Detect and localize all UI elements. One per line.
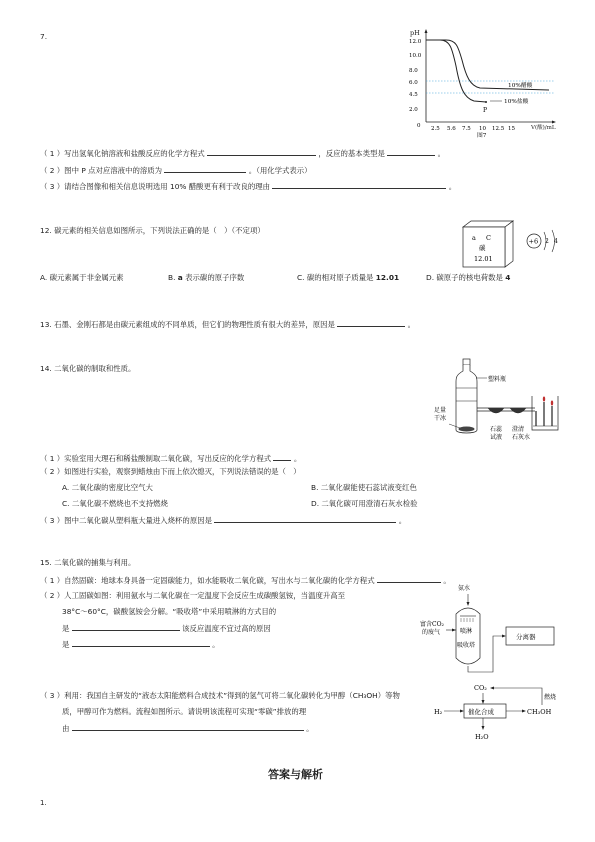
q12-electron-2: 4 [554,238,558,245]
q13-blank-reason[interactable] [337,318,405,327]
q14-blank-reason[interactable] [214,514,396,523]
q15-flow-catalyst: 催化合成 [468,708,494,716]
q15-label-tower: 吸收塔 [457,642,476,649]
q7-line2: （ 2 ）图中 P 点对应溶液中的溶质为 。（用化学式表示） [40,166,312,175]
q15-flow-h2: H₂ [434,708,443,716]
q14-label-lime-2: 石灰水 [512,434,531,441]
q15-flow-burn: 燃烧 [544,694,557,701]
q15-label-flue-2: 的废气 [422,629,441,636]
q7-ytick: 8.0 [409,68,418,74]
q12-atom-diagram [525,228,561,254]
q12-cell-symbol: C [486,234,491,242]
q15-stem: 15. 二氧化碳的捕集与利用。 [40,558,136,567]
q7-line1: （ 1 ）写出氢氧化钠溶液和盐酸反应的化学方程式 ，反应的基本类型是 。 [40,149,445,158]
q12-option-a[interactable]: A. 碳元素属于非金属元素 [40,273,124,282]
q7-blank-equation[interactable] [207,147,316,156]
q12-cell-a: a [472,234,476,242]
q7-xtick: 2.5 [431,126,440,132]
answers-heading: 答案与解析 [268,768,323,781]
q14-line2: （ 2 ）如图进行实验，观察到蜡烛由下而上依次熄灭，下列说法错误的是（ ） [40,467,301,476]
q14-stem: 14. 二氧化碳的制取和性质。 [40,364,136,373]
q12-option-c[interactable]: C. 碳的相对原子质量是 12.01 [297,273,400,282]
q14-option-d[interactable]: D. 二氧化碳可用澄清石灰水检验 [311,499,418,508]
q7-blank-reaction-type[interactable] [387,147,435,156]
q14-label-dryice-1: 足量 [434,407,447,414]
q15-label-spray: 喷淋 [460,628,473,635]
q13-stem: 13. 石墨、金刚石都是由碳元素组成的不同单质，但它们的物理性质有很大的差异，原因是 。 [40,320,416,329]
q7-xtick: 10 [479,126,486,132]
q12-stem: 12. 碳元素的相关信息如图所示，下列说法正确的是（ ）（不定项） [40,226,265,235]
q12-cell-name: 碳 [479,244,486,252]
q15-line3b: 质，甲醇可作为燃料。流程如图所示。请说明该流程可实现“零碳”排放的理 [62,707,307,716]
q14-label-litmus-2: 试液 [490,434,503,441]
q7-blank-solute[interactable] [164,164,246,173]
q7-xtick: 12.5 [492,126,505,132]
q14-label-litmus-1: 石蕊 [490,426,503,433]
q7-series-acetic: 10%醋酸 [508,83,533,89]
q15-flow-h2o: H₂O [475,733,489,741]
q15-methanol-flow [430,680,565,746]
q7-point-label: P [483,107,488,114]
q12-option-b[interactable]: B. a 表示碳的原子序数 [168,273,245,282]
q14-apparatus [432,356,564,444]
q14-blank-equation[interactable] [273,452,291,461]
q14-label-lime-1: 澄清 [512,426,525,433]
q14-option-b[interactable]: B. 二氧化碳能使石蕊试液变红色 [311,483,417,492]
q14-option-a[interactable]: A. 二氧化碳的密度比空气大 [62,483,153,492]
q15-label-flue-1: 富含CO₂ [420,621,444,628]
q14-line1: （ 1 ）实验室用大理石和稀盐酸制取二氧化碳，写出反应的化学方程式 。 [40,454,302,463]
q14-line3: （ 3 ）图中二氧化碳从塑料瓶大量进入烧杯的原因是 。 [40,516,407,525]
q7-ytick: 6.0 [409,80,418,86]
q15-line2a: （ 2 ）人工固碳如图：利用氨水与二氧化碳在一定温度下会反应生成碳酸氢铵，当温度升高至 [40,591,346,600]
q15-label-separator: 分离器 [516,633,536,641]
q12-nucleus: +6 [528,237,539,246]
q15-blank-spray-purpose[interactable] [72,622,180,631]
q14-label-bottle: 塑料瓶 [488,376,507,383]
q7-series-hcl: 10%盐酸 [504,99,529,105]
q7-line3: （ 3 ）请结合图像和相关信息说明选用 10% 醋酸更有利于改良的理由 。 [40,182,457,191]
q12-electron-1: 2 [545,238,549,245]
q7-ytick: 0 [417,123,421,129]
q12-cell-mass: 12.01 [474,255,493,263]
q7-number: 7. [40,32,48,41]
q12-option-d[interactable]: D. 碳原子的核电荷数是 4 [426,273,511,282]
q7-chart-caption: 图7 [477,133,487,139]
q7-xtick: 5.6 [447,126,456,132]
q14-option-c[interactable]: C. 二氧化碳不燃烧也不支持燃烧 [62,499,168,508]
q15-line2c: 是 该反应温度不宜过高的原因 [62,624,271,633]
q7-point-p [485,101,487,103]
q7-xtick: 7.5 [462,126,471,132]
q14-label-dryice-2: 干冰 [434,415,447,422]
q15-label-ammonia: 氨水 [458,585,471,592]
q7-ytick: 4.5 [409,92,418,98]
q15-line1: （ 1 ）自然固碳：地球本身具备一定固碳能力，如水能吸收二氧化碳，写出水与二氧化碳的化学方程式 。 [40,576,451,585]
q15-absorption-diagram [418,580,568,676]
q7-xtick: 15 [508,126,515,132]
q15-blank-temperature-reason[interactable] [72,638,210,647]
q7-ytick: 10.0 [409,53,422,59]
q15-blank-zero-carbon-reason[interactable] [72,722,304,731]
q15-line3c: 由 。 [62,724,314,733]
q15-flow-co2: CO₂ [474,684,487,692]
q12-carbon-cell [455,219,517,271]
q7-blank-reason[interactable] [272,180,446,189]
q15-line2b: 38°C～60°C，碳酸氢铵会分解。“吸收塔”中采用喷淋的方式目的 [62,607,277,616]
q7-ph-chart [404,26,569,140]
q15-line3a: （ 3 ）利用：我国自主研发的“液态太阳能燃料合成技术”得到的氢气可将二氧化碳转化为甲醇（CH₃OH）等物 [40,691,400,700]
answer-1-number: 1. [40,799,47,807]
q7-chart-ylabel: pH [410,29,420,37]
q15-flow-ch3oh: CH₃OH [527,708,552,716]
q7-ytick: 12.0 [409,39,422,45]
q7-chart-xlabel: V(酸)/mL [531,125,556,131]
q7-ytick: 2.0 [409,107,418,113]
q15-line2d: 是 。 [62,640,220,649]
